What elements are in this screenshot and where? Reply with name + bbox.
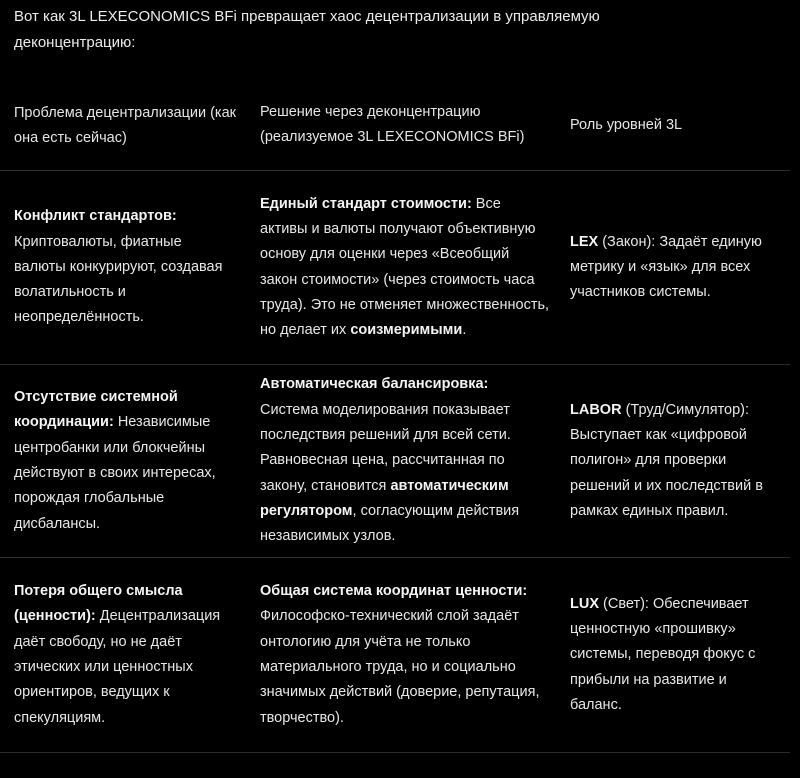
role-level: LUX (570, 595, 599, 612)
table-row-3-solution (260, 559, 550, 751)
solution-emphasis: автоматическим регулятором (260, 477, 509, 519)
header-solution-label: Решение через деконцентрацию (реализуемое 3L LEXECONOMICS BFi) (260, 103, 525, 145)
header-solution (260, 85, 550, 165)
problem-text: Криптовалюты, фиатные валюты конкурируют, создавая волатильность и неопределённость. (14, 233, 223, 326)
row-divider (0, 557, 790, 558)
table-row-1-solution (260, 171, 550, 364)
solution-text: Философско-технический слой задаёт онтологию для учёта не только материального труда, но и социально значимых действий (доверие, репутация, творчество). (260, 608, 540, 726)
problem-title: Потеря общего смысла (ценности): (14, 583, 183, 625)
role-text: (Свет): Обеспечивает ценностную «прошивку» системы, переводя фокус с прибыли на развитие и баланс. (570, 595, 756, 713)
row-divider (0, 364, 790, 365)
intro-text: Вот как 3L LEXECONOMICS BFi превращает хаос децентрализации в управляемую деконцентрацию: (14, 8, 600, 51)
table-row-2-solution (260, 366, 550, 556)
role-level: LEX (570, 233, 599, 250)
table-row-2-problem (14, 366, 236, 556)
table-row-2-role (570, 366, 770, 556)
header-role-label: Роль уровней 3L (570, 117, 683, 134)
problem-title: Конфликт стандартов: (14, 208, 177, 225)
problem-text: Независимые центробанки или блокчейны действуют в своих интересах, порождая глобальные дисбалансы. (14, 414, 216, 532)
solution-text-end: , согласующим действия независимых узлов. (260, 502, 520, 545)
problem-title: Отсутствие системной координации: (14, 389, 178, 431)
solution-title: Общая система координат ценности: (260, 583, 528, 600)
solution-text: Система моделирования показывает последствия решений для всей сети. Равновесная цена, рассчитанная по закону, становится (260, 401, 511, 494)
solution-title: Автоматическая балансировка: (260, 376, 489, 393)
solution-text: Все активы и валюты получают объективную основу для оценки через «Всеобщий закон стоимости» (через стоимость часа труда). Это не отменяет множественность, но делает их (260, 195, 550, 339)
table-row-3-role (570, 559, 770, 751)
role-text: (Закон): Задаёт единую метрику и «язык» для всех участников системы. (570, 233, 762, 301)
problem-text: Децентрализация даёт свободу, но не даёт этических или ценностных ориентиров, ведущих к спекуляциям. (14, 608, 221, 726)
header-problem-label: Проблема децентрализации (как она есть сейчас) (14, 104, 237, 146)
table-row-3-problem (14, 559, 236, 751)
role-text: (Труд/Симулятор): Выступает как «цифровой полигон» для проверки решений и их последствий в рамках единых правил. (570, 401, 763, 519)
table-row-1-problem (14, 171, 236, 364)
role-level: LABOR (570, 401, 622, 418)
row-divider (0, 752, 790, 753)
solution-emphasis: соизмеримыми (350, 322, 463, 339)
table-row-1-role (570, 171, 770, 364)
header-role (570, 88, 770, 164)
solution-text-end: . (462, 322, 467, 339)
solution-title: Единый стандарт стоимости: (260, 195, 472, 212)
header-problem (14, 88, 236, 164)
